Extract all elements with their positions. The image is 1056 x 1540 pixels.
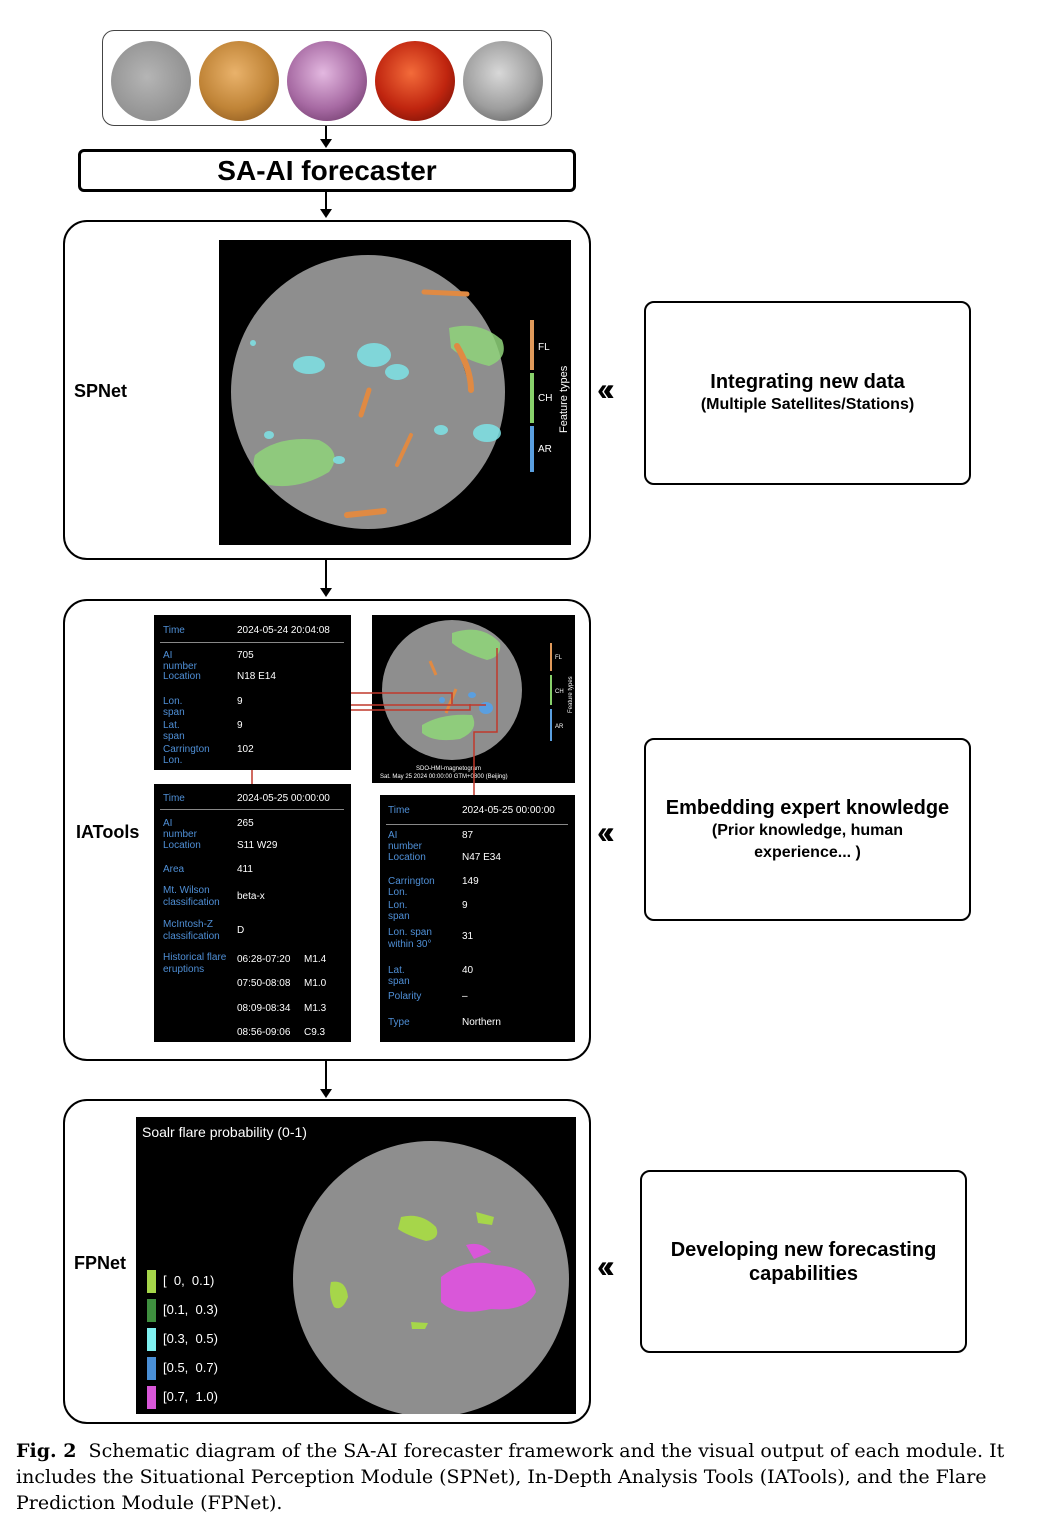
p1-val-0: 2024-05-24 20:04:08 (237, 625, 330, 636)
p2-key-0: Time (163, 793, 185, 804)
p1-key-1: AI number (163, 650, 197, 672)
p3-val-8: Northern (462, 1017, 501, 1028)
p2-val-1: 265 (237, 818, 254, 829)
fpnet-output-image (136, 1117, 576, 1414)
flare-time-3: 08:56-09:06 (237, 1027, 291, 1038)
p3-key-1: AI number (388, 830, 422, 852)
fpnet-label: FPNet (74, 1253, 127, 1273)
mini-legend-fl: FL (555, 655, 563, 661)
caption-label: Fig. 2 (16, 1440, 77, 1462)
mini-legend-ar: AR (555, 724, 564, 730)
forecaster-title: SA-AI forecaster (78, 149, 576, 192)
chevron-left-icon: «‹ (597, 1248, 602, 1284)
p3-key-0: Time (388, 805, 410, 816)
p3-key-5: Lon. span within 30° (388, 927, 432, 950)
flare-time-0: 06:28-07:20 (237, 954, 291, 965)
sidebox-2-subtitle: (Prior knowledge, human experience... ) (711, 821, 904, 861)
spnet-legend-ar: AR (538, 444, 552, 455)
p2-key-5: McIntosh-Z classification (163, 919, 220, 942)
p1-key-0: Time (163, 625, 185, 636)
p2-key-4: Mt. Wilson classification (163, 885, 220, 908)
p2-val-5: D (237, 925, 245, 936)
p3-key-4: Lon. span (388, 900, 410, 922)
mini-legend-ch: CH (555, 689, 564, 695)
figure-caption (16, 1438, 1040, 1516)
p2-key-3: Area (163, 864, 185, 875)
flare-time-1: 07:50-08:08 (237, 978, 291, 989)
p3-val-5: 31 (462, 931, 474, 942)
p1-val-3: 9 (237, 696, 243, 707)
p1-val-4: 9 (237, 720, 243, 731)
fpnet-legend-2: [0.3, 0.5) (163, 1331, 218, 1346)
sidebox-embedding (644, 738, 971, 921)
p3-val-2: N47 E34 (462, 852, 501, 863)
p2-val-3: 411 (237, 864, 253, 875)
spnet-legend-axis-title: Feature types (558, 365, 570, 433)
arrow-to-fpnet (325, 1061, 327, 1090)
iatools-label: IATools (76, 822, 140, 842)
p2-key-6: Historical flare eruptions (163, 952, 227, 975)
p1-key-5: Carrington Lon. (163, 744, 210, 766)
p3-val-7: – (462, 991, 468, 1002)
p1-val-5: 102 (237, 744, 254, 755)
spnet-label: SPNet (74, 381, 128, 401)
p3-key-6: Lat. span (388, 965, 410, 987)
p3-val-3: 149 (462, 876, 479, 887)
flare-class-1: M1.0 (304, 978, 327, 989)
mini-sun-caption-2: Sat. May 25 2024 00:00:00 GTM+0800 (Beijing) (380, 774, 508, 780)
sidebox-integrating (644, 301, 971, 485)
fpnet-legend-4: [0.7, 1.0) (163, 1389, 218, 1404)
fpnet-title: Soalr flare probability (0-1) (142, 1124, 307, 1140)
p2-val-4: beta-x (237, 891, 265, 902)
p1-val-2: N18 E14 (237, 671, 276, 682)
caption-text: Schematic diagram of the SA-AI forecaster framework and the visual output of each module. It includes the Situational Perception Module (SPNet), In-Depth Analysis Tools (IATools), and the Flare Prediction Module (FPNet). (16, 1440, 1005, 1514)
fpnet-legend-0: [ 0, 0.1) (163, 1273, 215, 1288)
flare-class-2: M1.3 (304, 1003, 327, 1014)
p3-val-4: 9 (462, 900, 468, 911)
flare-class-3: C9.3 (304, 1027, 326, 1038)
chevron-left-icon: «‹ (597, 814, 602, 850)
p2-val-2: S11 W29 (237, 840, 278, 851)
p2-key-1: AI number (163, 818, 197, 840)
p3-key-2: Location (388, 852, 426, 863)
p3-key-3: Carrington Lon. (388, 876, 435, 898)
p2-key-2: Location (163, 840, 201, 851)
p2-val-0: 2024-05-25 00:00:00 (237, 793, 330, 804)
p3-val-1: 87 (462, 830, 474, 841)
mini-legend-axis-title: Feature types (568, 676, 574, 713)
p3-key-8: Type (388, 1017, 410, 1028)
sidebox-3-title: Developing new forecasting capabilities (670, 1238, 937, 1285)
p3-val-6: 40 (462, 965, 474, 976)
spnet-legend-ch: CH (538, 393, 553, 404)
chevron-left-icon: «‹ (597, 371, 602, 407)
mini-sun-caption-1: SDO-HMI-magnetogram (416, 766, 482, 772)
sidebox-2-title: Embedding expert knowledge (665, 796, 950, 819)
ar-info-panel-2 (154, 784, 351, 1042)
fpnet-legend-1: [0.1, 0.3) (163, 1302, 218, 1317)
p3-val-0: 2024-05-25 00:00:00 (462, 805, 555, 816)
flare-time-2: 08:09-08:34 (237, 1003, 291, 1014)
sidebox-developing (640, 1170, 967, 1353)
p1-key-4: Lat. span (163, 720, 185, 742)
spnet-legend-fl: FL (538, 342, 550, 353)
sidebox-1-title: Integrating new data (710, 371, 905, 393)
ch-info-panel-3 (380, 795, 575, 1042)
p1-key-3: Lon. span (163, 696, 185, 718)
p1-val-1: 705 (237, 650, 254, 661)
flare-class-0: M1.4 (304, 954, 327, 965)
p1-key-2: Location (163, 671, 201, 682)
p3-key-7: Polarity (388, 991, 422, 1002)
sidebox-1-subtitle: (Multiple Satellites/Stations) (700, 396, 915, 413)
fpnet-legend-3: [0.5, 0.7) (163, 1360, 218, 1375)
